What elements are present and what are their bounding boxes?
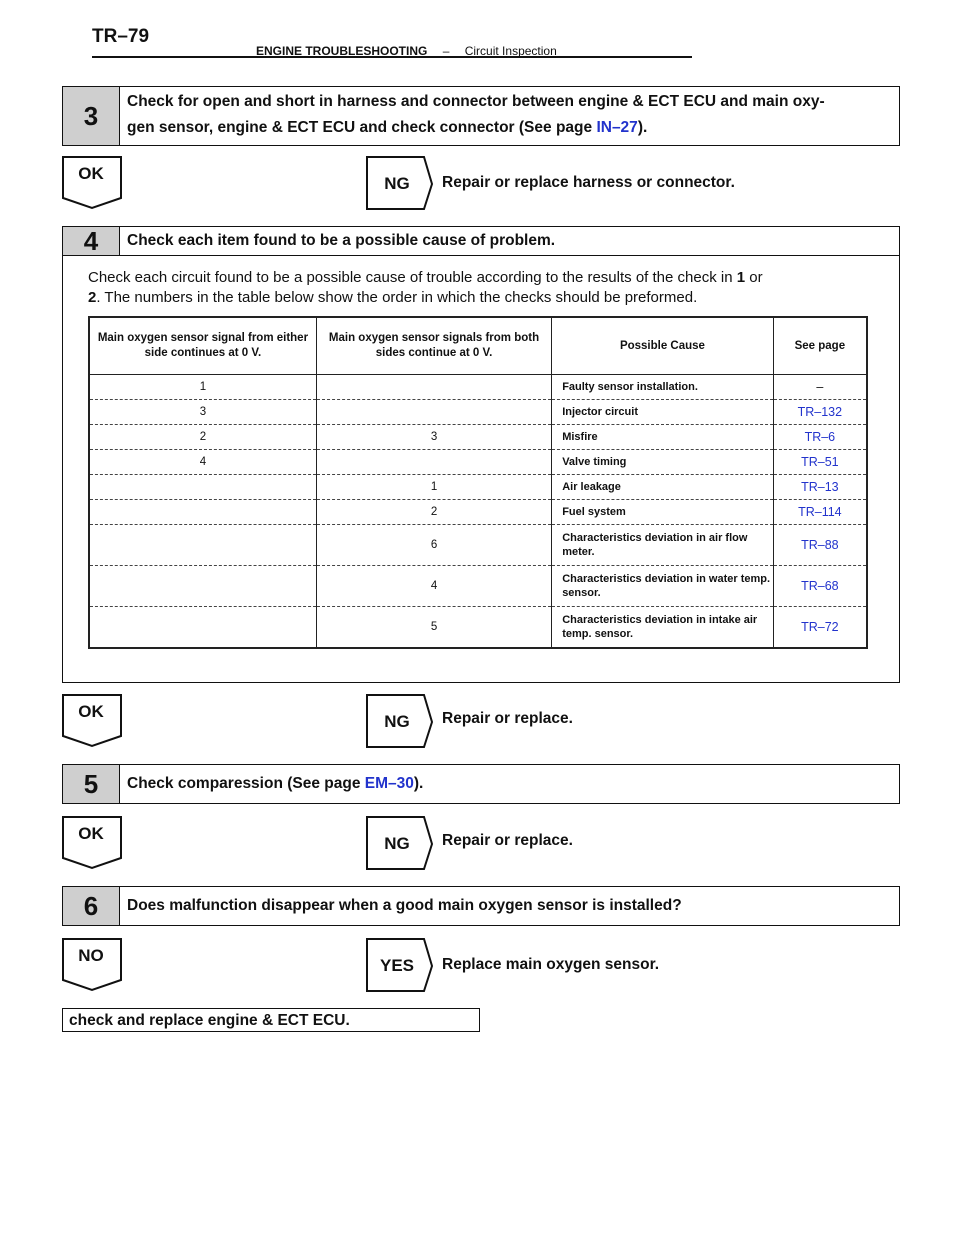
cell-both: 1 xyxy=(316,475,551,500)
cell-cause: Characteristics deviation in intake air temp. sensor. xyxy=(552,607,774,649)
ok-badge xyxy=(62,156,126,210)
cell-cause: Characteristics deviation in water temp. sensor. xyxy=(552,566,774,607)
step-5-text xyxy=(127,771,891,797)
possible-cause-table xyxy=(88,316,868,649)
cell-cause: Injector circuit xyxy=(552,400,774,425)
yes-badge xyxy=(366,938,430,992)
cell-both: 5 xyxy=(316,607,551,649)
link-page[interactable]: TR–72 xyxy=(773,607,867,649)
table-row xyxy=(89,607,867,649)
cell-cause: Valve timing xyxy=(552,450,774,475)
link-page[interactable]: TR–132 xyxy=(773,400,867,425)
detail-line2 xyxy=(88,288,888,308)
cell-either: 1 xyxy=(89,375,316,400)
link-page[interactable]: TR–88 xyxy=(773,525,867,566)
ng-action-text: Repair or replace. xyxy=(442,710,573,727)
link-page[interactable]: TR–51 xyxy=(773,450,867,475)
cell-both xyxy=(316,400,551,425)
ng-badge xyxy=(366,156,430,210)
step-3-line2-text: gen sensor, engine & ECT ECU and check connector (See page xyxy=(127,119,597,136)
table-row xyxy=(89,500,867,525)
cell-either: 3 xyxy=(89,400,316,425)
cell-either xyxy=(89,566,316,607)
step-3-line2 xyxy=(127,115,891,141)
step-3-box xyxy=(62,86,900,146)
header-separator: – xyxy=(442,44,450,58)
table-row xyxy=(89,400,867,425)
cell-cause: Faulty sensor installation. xyxy=(552,375,774,400)
ng-label: NG xyxy=(384,174,410,193)
cell-cause: Air leakage xyxy=(552,475,774,500)
cell-both: 3 xyxy=(316,425,551,450)
ok-label: OK xyxy=(78,824,104,843)
step-4-detail-text xyxy=(88,268,888,308)
cell-both: 4 xyxy=(316,566,551,607)
col-header-see-page: See page xyxy=(773,317,867,375)
table-header-row xyxy=(89,317,867,375)
table-row xyxy=(89,475,867,500)
col-header-possible-cause: Possible Cause xyxy=(552,317,774,375)
link-page[interactable]: TR–6 xyxy=(773,425,867,450)
link-page[interactable]: TR–68 xyxy=(773,566,867,607)
table-row xyxy=(89,450,867,475)
ng-badge xyxy=(366,694,430,748)
cell-cause: Fuel system xyxy=(552,500,774,525)
cell-cause: Characteristics deviation in air flow meter. xyxy=(552,525,774,566)
detail-ref2: 2 xyxy=(88,289,97,306)
step-5-text-end: ). xyxy=(413,775,424,792)
cell-either xyxy=(89,500,316,525)
step-3-number: 3 xyxy=(63,87,120,145)
ng-label: NG xyxy=(384,834,410,853)
yes-label: YES xyxy=(379,956,415,975)
ok-label: OK xyxy=(78,702,104,721)
cell-both xyxy=(316,450,551,475)
step-6-number: 6 xyxy=(63,887,120,925)
section-title: ENGINE TROUBLESHOOTING xyxy=(256,44,428,58)
ok-badge xyxy=(62,694,126,748)
cell-both: 6 xyxy=(316,525,551,566)
link-in-27[interactable]: IN–27 xyxy=(596,119,638,136)
step-3-line2-end: ). xyxy=(637,119,648,136)
ok-badge xyxy=(62,816,126,870)
step-4-number: 4 xyxy=(63,227,120,255)
step-6-box xyxy=(62,886,900,926)
step-4-text: Check each item found to be a possible cause of problem. xyxy=(127,232,556,249)
header-title xyxy=(256,44,557,58)
cell-both xyxy=(316,375,551,400)
step-6-text: Does malfunction disappear when a good main oxygen sensor is installed? xyxy=(127,897,682,914)
ng-action-text: Repair or replace. xyxy=(442,832,573,849)
table-row xyxy=(89,425,867,450)
ng-action-text: Repair or replace harness or connector. xyxy=(442,174,735,191)
final-action-box: check and replace engine & ECT ECU. xyxy=(62,1008,480,1032)
detail-ref1: 1 xyxy=(736,269,746,286)
cell-cause: Misfire xyxy=(552,425,774,450)
step-4-box xyxy=(62,226,900,256)
cell-either xyxy=(89,475,316,500)
detail-line2-text: . The numbers in the table below show the order in which the checks should be preformed. xyxy=(96,289,698,306)
cell-either xyxy=(89,525,316,566)
step-3-line1: Check for open and short in harness and connector between engine & ECT ECU and main oxy- xyxy=(127,93,825,110)
cell-either xyxy=(89,607,316,649)
detail-line1-text: Check each circuit found to be a possible cause of trouble according to the results of the check in xyxy=(88,269,737,286)
step-5-box xyxy=(62,764,900,804)
step-5-number: 5 xyxy=(63,765,120,803)
link-page[interactable]: TR–114 xyxy=(773,500,867,525)
detail-line1-mid: or xyxy=(745,269,763,286)
no-label: NO xyxy=(78,946,104,965)
table-row xyxy=(89,566,867,607)
step-3-text xyxy=(127,89,891,141)
cell-page: – xyxy=(773,375,867,400)
cell-either: 2 xyxy=(89,425,316,450)
step-5-text-start: Check comparession (See page xyxy=(127,775,365,792)
ng-badge xyxy=(366,816,430,870)
table-row xyxy=(89,375,867,400)
cell-either: 4 xyxy=(89,450,316,475)
cell-both: 2 xyxy=(316,500,551,525)
table-row xyxy=(89,525,867,566)
ok-label: OK xyxy=(78,164,104,183)
no-badge xyxy=(62,938,126,992)
link-page[interactable]: TR–13 xyxy=(773,475,867,500)
subsection-title: Circuit Inspection xyxy=(464,44,557,58)
link-em-30[interactable]: EM–30 xyxy=(364,775,414,792)
col-header-both-sides: Main oxygen sensor signals from both sides continue at 0 V. xyxy=(316,317,551,375)
ng-label: NG xyxy=(384,712,410,731)
yes-action-text: Replace main oxygen sensor. xyxy=(442,956,660,973)
col-header-either-side: Main oxygen sensor signal from either side continues at 0 V. xyxy=(89,317,316,375)
detail-line1 xyxy=(88,268,888,288)
page-number: TR–79 xyxy=(92,26,150,47)
